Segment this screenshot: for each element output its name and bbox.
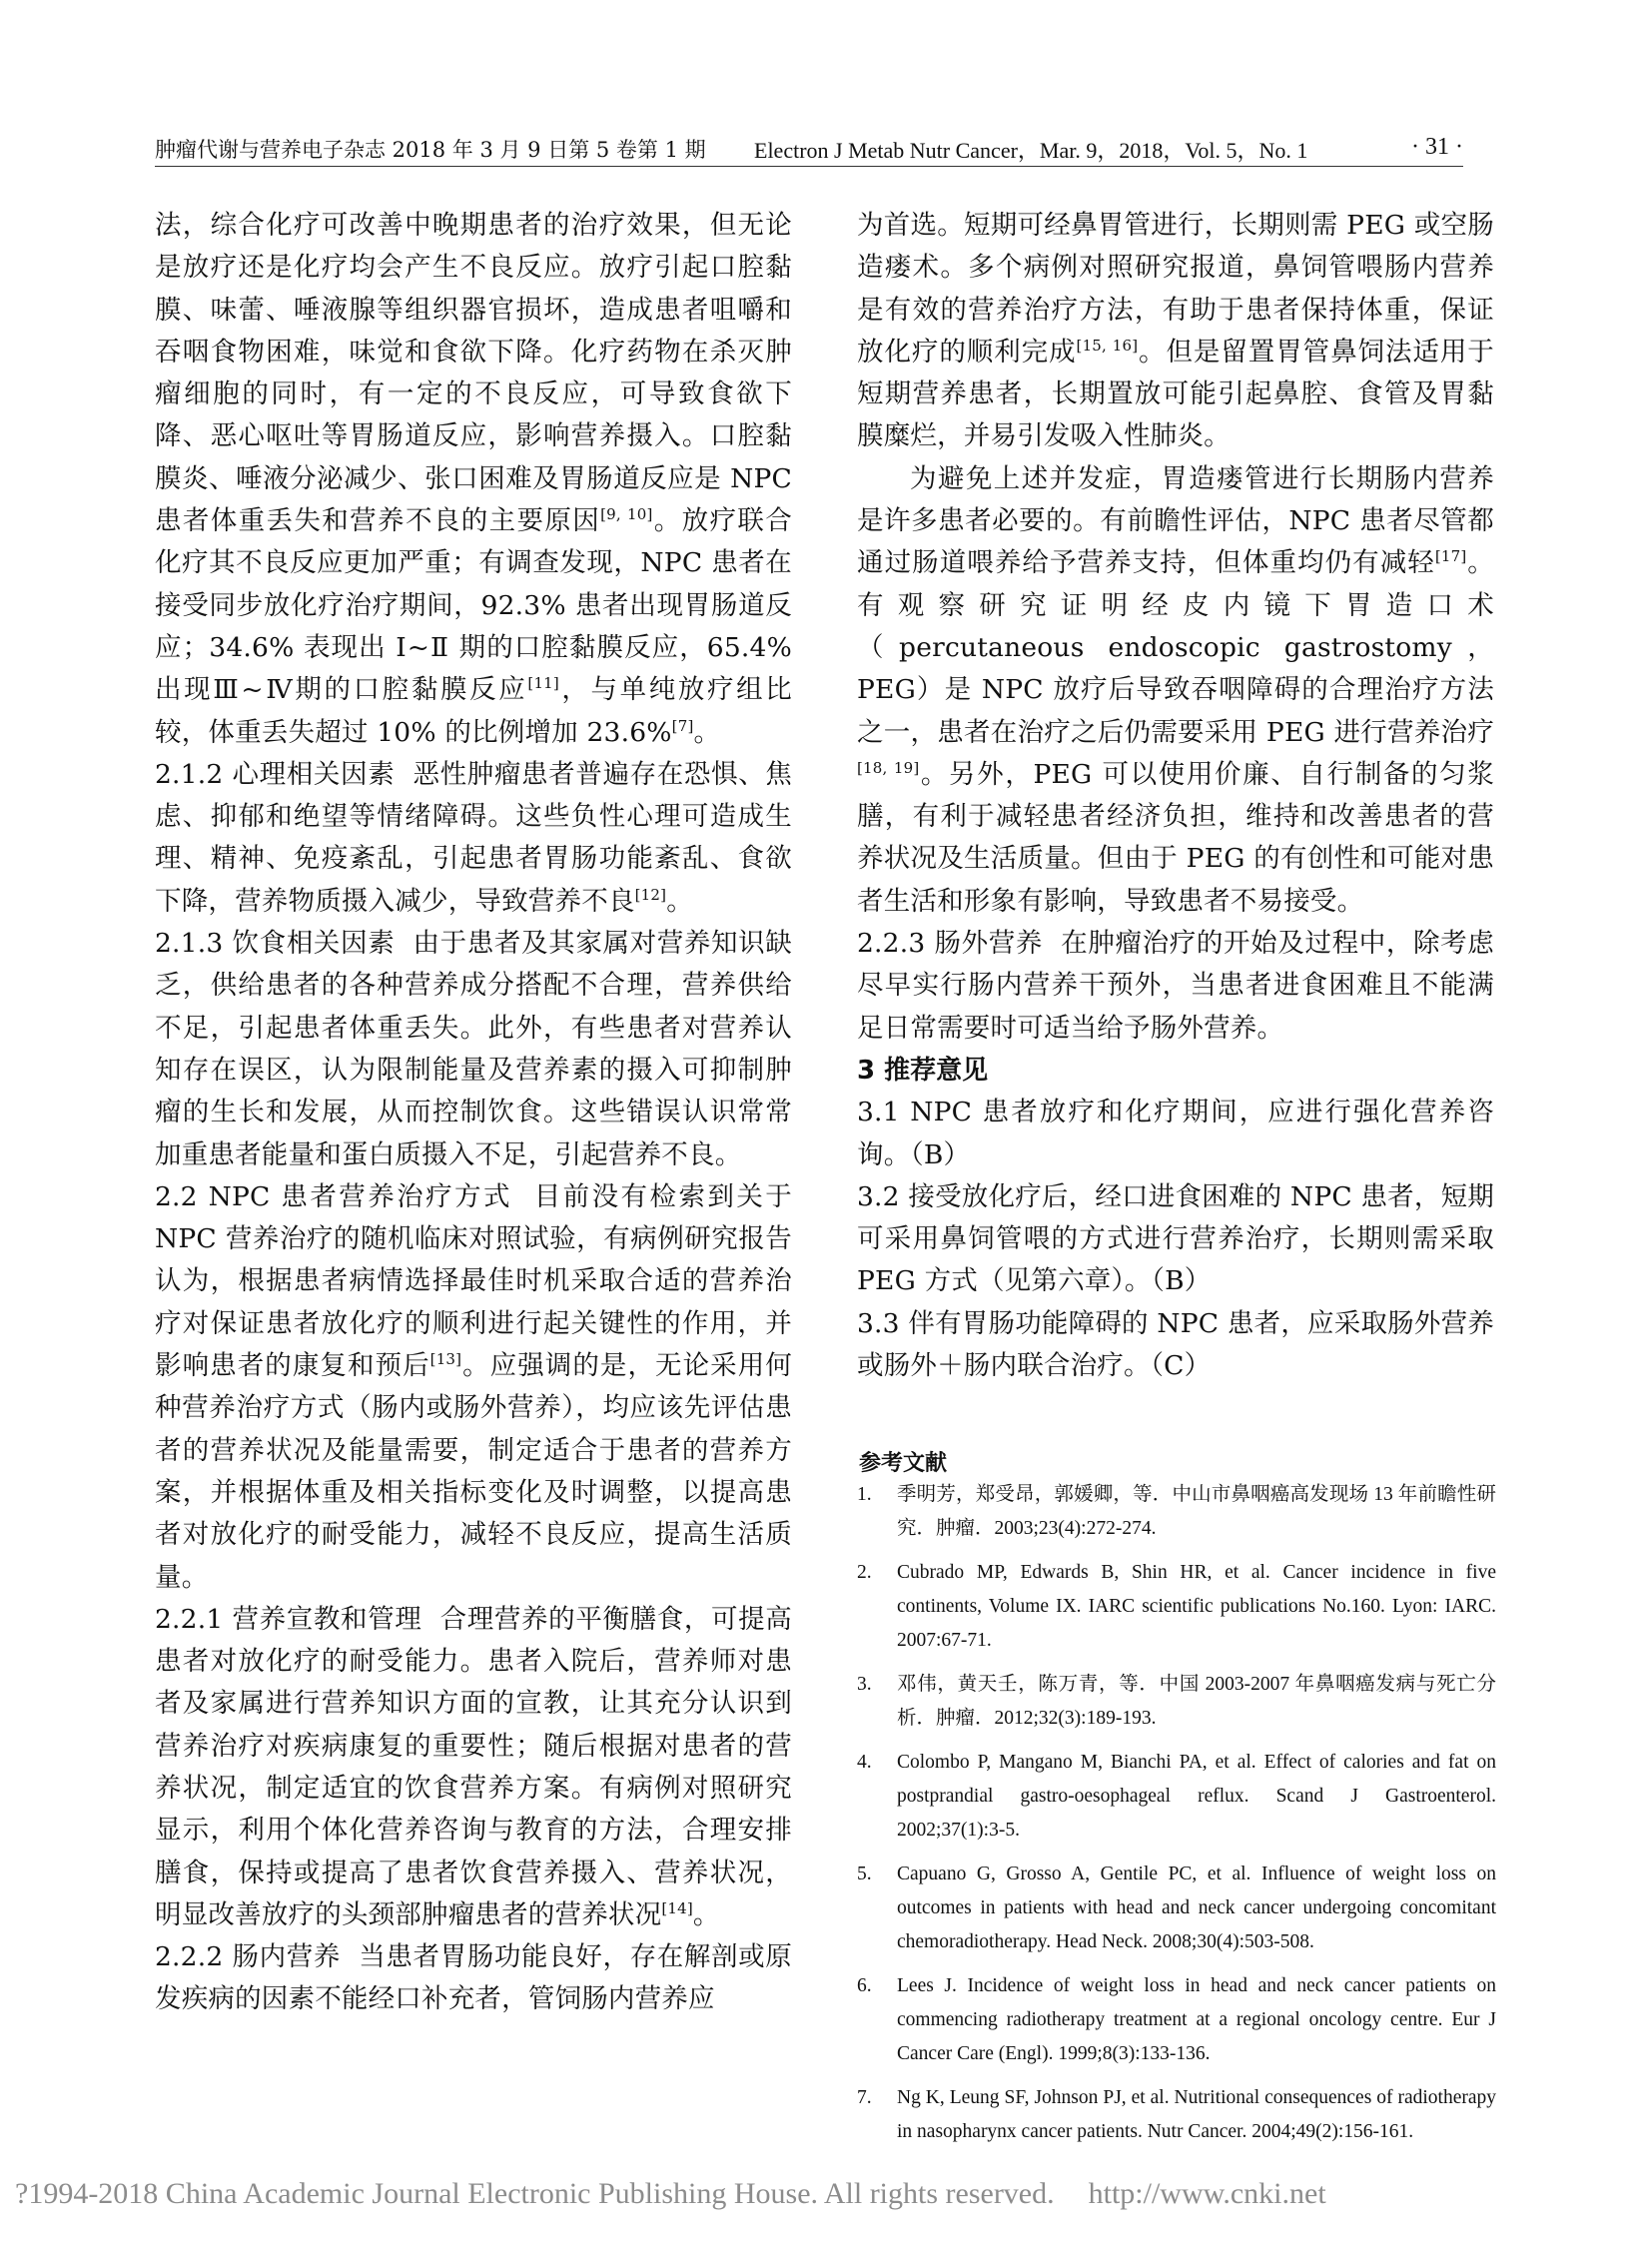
section-2-2-2: 2.2.2 肠内营养 当患者胃肠功能良好，存在解剖或原发疾病的因素不能经口补充者，管饲肠内营养应 bbox=[155, 1941, 793, 2015]
recommendation-3-1: 3.1 NPC 患者放疗和化疗期间，应进行强化营养咨询。（B） bbox=[857, 1097, 1494, 1170]
reference-number: 7. bbox=[857, 2087, 872, 2108]
recommendation-3-3: 3.3 伴有胃肠功能障碍的 NPC 患者，应采取肠外营养或肠外＋肠内联合治疗。（C） bbox=[857, 1307, 1494, 1382]
reference-item bbox=[857, 2081, 1496, 2149]
cnki-link[interactable]: http://www.cnki.net bbox=[1088, 2177, 1326, 2210]
reference-number: 4. bbox=[857, 1752, 872, 1773]
running-header bbox=[155, 130, 1463, 166]
references-heading: 参考文献 bbox=[859, 1451, 948, 1476]
reference-text: Capuano G, Grosso A, Gentile PC, et al. Influence of weight loss on outcomes in patients with head and neck cancer undergoing concomitant chemoradiotherapy. Head Neck. 2008;30(4):503-508. bbox=[897, 1864, 1496, 1952]
section-2-2-1: 2.2.1 营养宣教和管理 合理营养的平衡膳食，可提高患者对放化疗的耐受能力。患者入院后，营养师对患者及家属进行营养知识方面的宣教，让其充分认识到营养治疗对疾病康复的重要性；随后根据对患者的营养状况，制定适宜的饮食营养方案。有病例对照研究显示，利用个体化营养咨询与教育的方法，合理安排膳食，保持或提高了患者饮食营养摄入、营养状况，明显改善放疗的头颈部肿瘤患者的营养状况[14]。 bbox=[155, 1603, 793, 1930]
reference-list bbox=[857, 1478, 1496, 2159]
reference-number: 1. bbox=[857, 1484, 872, 1505]
journal-title-en: Electron J Metab Nutr Cancer，Mar. 9，2018，Vol. 5，No. 1 bbox=[754, 138, 1308, 163]
section-2-2: 2.2 NPC 患者营养治疗方式 目前没有检索到关于 NPC 营养治疗的随机临床对照试验，有病例研究报告认为，根据患者病情选择最佳时机采取合适的营养治疗对保证患者放化疗的顺利进行起关键性的作用，并影响患者的康复和预后[13]。应强调的是，无论采用何种营养治疗方式（肠内或肠外营养），均应该先评估患者的营养状况及能量需要，制定适合于患者的营养方案，并根据体重及相关指标变化及时调整，以提高患者对放化疗的耐受能力，减轻不良反应，提高生活质量。 bbox=[155, 1180, 792, 1593]
citation: [9, 10] bbox=[600, 505, 653, 524]
journal-title-cn: 肿瘤代谢与营养电子杂志 2018 年 3 月 9 日第 5 卷第 1 期 bbox=[155, 138, 706, 162]
section-2-2-3: 2.2.3 肠外营养 在肿瘤治疗的开始及过程中，除考虑尽早实行肠内营养干预外，当患者进食困难且不能满足日常需要时可适当给予肠外营养。 bbox=[857, 928, 1495, 1044]
reference-text: 季明芳，郑受昂，郭媛卿，等．中山市鼻咽癌高发现场 13 年前瞻性研究．肿瘤．2003;23(4):272-274. bbox=[897, 1484, 1496, 1539]
reference-item bbox=[857, 1478, 1496, 1546]
left-column bbox=[155, 205, 792, 2021]
reference-number: 3. bbox=[857, 1674, 872, 1695]
citation: [14] bbox=[661, 1899, 693, 1918]
section-heading: 2.1.3 饮食相关因素 bbox=[155, 928, 396, 960]
section-heading: 2.1.2 心理相关因素 bbox=[155, 758, 396, 790]
header-divider bbox=[155, 166, 1463, 167]
section-heading: 2.2.2 肠内营养 bbox=[155, 1941, 342, 1973]
citation: [12] bbox=[634, 885, 667, 904]
reference-text: Cubrado MP, Edwards B, Shin HR, et al. Cancer incidence in five continents, Volume IX. IARC scientific publications No.160. Lyon: IARC. 2007:67-71. bbox=[897, 1562, 1496, 1651]
reference-text: Colombo P, Mangano M, Bianchi PA, et al. Effect of calories and fat on postprandial gastro-oesophageal reflux. Scand J Gastroenterol. 2002;37(1):3-5. bbox=[897, 1752, 1496, 1841]
section-2-1-3: 2.1.3 饮食相关因素 由于患者及其家属对营养知识缺乏，供给患者的各种营养成分搭配不合理，营养供给不足，引起患者体重丢失。此外，有些患者对营养认知存在误区，认为限制能量及营养素的摄入可抑制肿瘤的生长和发展，从而控制饮食。这些错误认识常常加重患者能量和蛋白质摄入不足，引起营养不良。 bbox=[155, 928, 792, 1170]
copyright-text: ?1994-2018 China Academic Journal Electronic Publishing House. All rights reserved. bbox=[15, 2177, 1055, 2210]
section-heading: 2.2.3 肠外营养 bbox=[857, 928, 1044, 960]
peg-paragraph: 为避免上述并发症，胃造瘘管进行长期肠内营养是许多患者必要的。有前瞻性评估，NPC 患者尽管都通过肠道喂养给予营养支持，但体重均仍有减轻[17]。有观察研究证明经皮内镜下胃造口术（percutaneous endoscopic gastrostomy，PEG）是 NPC 放疗后导致吞咽障碍的合理治疗方法之一，患者在治疗之后仍需要采用 PEG 进行营养治疗[18, 19]。另外，PEG 可以使用价廉、自行制备的匀浆膳，有利于减轻患者经济负担，维持和改善患者的营养状况及生活质量。但由于 PEG 的有创性和可能对患者生活和形象有影响，导致患者不易接受。 bbox=[857, 462, 1495, 917]
paragraph-continuation: 法，综合化疗可改善中晚期患者的治疗效果，但无论是放疗还是化疗均会产生不良反应。放疗引起口腔黏膜、味蕾、唾液腺等组织器官损坏，造成患者咀嚼和吞咽食物困难，味觉和食欲下降。化疗药物在杀灭肿瘤细胞的同时，有一定的不良反应，可导致食欲下降、恶心呕吐等胃肠道反应，影响营养摄入。口腔黏膜炎、唾液分泌减少、张口困难及胃肠道反应是 NPC 患者体重丢失和营养不良的主要原因[9, 10]。放疗联合化疗其不良反应更加严重；有调查发现，NPC 患者在接受同步放化疗治疗期间，92.3% 患者出现胃肠道反应；34.6% 表现出 Ⅰ~Ⅱ 期的口腔黏膜反应，65.4% 出现Ⅲ~Ⅳ期的口腔黏膜反应[11]，与单纯放疗组比较，体重丢失超过 10% 的比例增加 23.6%[7]。 bbox=[155, 210, 792, 748]
right-column bbox=[857, 205, 1494, 1387]
section-3-heading: 3 推荐意见 bbox=[857, 1055, 989, 1086]
citation: [17] bbox=[1434, 547, 1467, 566]
reference-item bbox=[857, 1969, 1496, 2071]
reference-number: 5. bbox=[857, 1864, 872, 1884]
page-number: · 31 · bbox=[1411, 134, 1463, 160]
section-heading: 2.2.1 营养宣教和管理 bbox=[155, 1603, 422, 1635]
reference-item bbox=[857, 1746, 1496, 1848]
reference-item bbox=[857, 1668, 1496, 1736]
section-heading: 2.2 NPC 患者营养治疗方式 bbox=[155, 1180, 512, 1212]
reference-text: 邓伟，黄天壬，陈万青，等．中国 2003-2007 年鼻咽癌发病与死亡分析．肿瘤．2012;32(3):189-193. bbox=[897, 1674, 1496, 1729]
citation: [11] bbox=[527, 674, 559, 693]
reference-text: Lees J. Incidence of weight loss in head and neck cancer patients on commencing radiotherapy treatment at a regional oncology centre. Eur J Cancer Care (Engl). 1999;8(3):133-136. bbox=[897, 1975, 1496, 2064]
section-2-1-2: 2.1.2 心理相关因素 恶性肿瘤患者普遍存在恐惧、焦虑、抑郁和绝望等情绪障碍。这些负性心理可造成生理、精神、免疫紊乱，引起患者胃肠功能紊乱、食欲下降，营养物质摄入减少，导致营养不良[12]。 bbox=[155, 758, 792, 917]
reference-number: 6. bbox=[857, 1975, 872, 1996]
reference-text: Ng K, Leung SF, Johnson PJ, et al. Nutritional consequences of radiotherapy in nasopharynx cancer patients. Nutr Cancer. 2004;49(2):156-161. bbox=[897, 2087, 1496, 2142]
reference-item bbox=[857, 1556, 1496, 1658]
section-2-2-2-continued: 为首选。短期可经鼻胃管进行，长期则需 PEG 或空肠造瘘术。多个病例对照研究报道，鼻饲管喂肠内营养是有效的营养治疗方法，有助于患者保持体重，保证放化疗的顺利完成[15, 16]。但是留置胃管鼻饲法适用于短期营养患者，长期置放可能引起鼻腔、食管及胃黏膜糜烂，并易引发吸入性肺炎。 bbox=[857, 210, 1494, 452]
citation: [18, 19] bbox=[857, 759, 920, 778]
copyright-footer bbox=[15, 2177, 1643, 2211]
citation: [7] bbox=[671, 716, 694, 735]
citation: [15, 16] bbox=[1076, 337, 1139, 356]
reference-item bbox=[857, 1858, 1496, 1959]
recommendation-3-2: 3.2 接受放化疗后，经口进食困难的 NPC 患者，短期可采用鼻饲管喂的方式进行营养治疗，长期则需采取 PEG 方式（见第六章）。（B） bbox=[857, 1180, 1494, 1297]
citation: [13] bbox=[429, 1350, 462, 1369]
reference-number: 2. bbox=[857, 1562, 872, 1583]
